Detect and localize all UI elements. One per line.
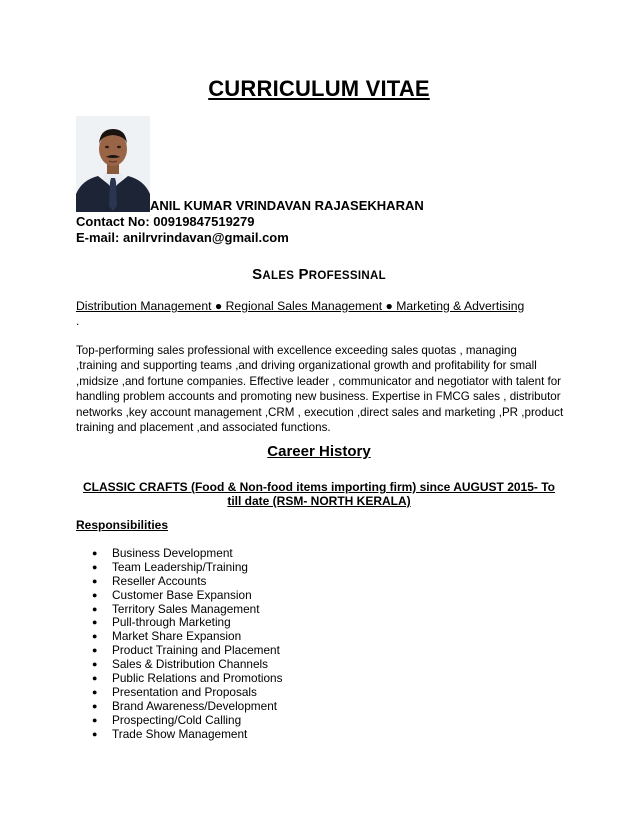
list-item	[92, 603, 283, 617]
bullet-dot-icon: ●	[92, 659, 98, 670]
list-item-label: Prospecting/Cold Calling	[112, 712, 242, 727]
bullet-dot-icon: ●	[92, 589, 98, 600]
list-item-label: Business Development	[112, 546, 233, 560]
list-item	[92, 547, 283, 561]
list-item	[92, 630, 283, 644]
list-item-label: Brand Awareness/Development	[112, 698, 278, 713]
page-title: CURRICULUM VITAE	[208, 76, 430, 101]
profile-photo	[76, 116, 150, 212]
title-s-rest: ALES	[262, 270, 295, 282]
list-item-label: Presentation and Proposals	[112, 684, 257, 699]
list-item-label: Customer Base Expansion	[112, 587, 252, 602]
bullet-dot-icon: ●	[92, 617, 98, 628]
list-item	[92, 672, 283, 686]
title-p-rest: ROFESSINAL	[308, 270, 386, 282]
list-item	[92, 561, 283, 575]
list-item	[92, 700, 283, 714]
list-item-label: Product Training and Placement	[112, 643, 280, 658]
list-item	[92, 658, 283, 672]
bullet-dot-icon: ●	[92, 548, 98, 558]
list-item-label: Sales & Distribution Channels	[112, 657, 269, 672]
email-address: E-mail: anilrvrindavan@gmail.com	[76, 230, 289, 245]
contact-number: Contact No: 00919847519279	[76, 214, 255, 229]
title-s-initial: S	[252, 266, 263, 283]
bullet-dot-icon: ●	[92, 673, 98, 684]
list-item-label: Public Relations and Promotions	[112, 671, 283, 686]
bullet-dot-icon: ●	[92, 631, 98, 642]
bullet-dot-icon: ●	[92, 603, 98, 614]
bullet-dot-icon: ●	[92, 575, 98, 586]
bullet-dot-icon: ●	[92, 645, 98, 656]
list-item	[92, 714, 283, 728]
list-item-label: Market Share Expansion	[112, 629, 242, 644]
list-item-label: Territory Sales Management	[112, 601, 260, 616]
professional-summary	[76, 343, 568, 435]
skills-line: Distribution Management ● Regional Sales Management ● Marketing & Advertising	[76, 299, 525, 313]
bullet-dot-icon: ●	[92, 561, 98, 572]
summary-line: ,training and supporting teams ,and driving organizational growth and profitability for small	[76, 359, 537, 373]
bullet-dot-icon: ●	[92, 728, 98, 739]
candidate-name: ANIL KUMAR VRINDAVAN RAJASEKHARAN	[150, 198, 424, 213]
career-history-heading: Career History	[267, 443, 371, 460]
summary-line: handling problem accounts and promoting new business. Expertise in FMCG sales , distributor	[76, 390, 561, 404]
responsibilities-heading: Responsibilities	[76, 518, 169, 532]
summary-line: networks ,key account management ,CRM , execution ,direct sales and marketing ,PR ,product	[76, 405, 564, 419]
list-item	[92, 728, 283, 742]
list-item-label: Trade Show Management	[112, 726, 248, 741]
company-line-2: till date (RSM- NORTH KERALA)	[227, 494, 411, 508]
list-item-label: Team Leadership/Training	[112, 559, 248, 574]
responsibilities-list	[92, 547, 283, 741]
summary-line: Top-performing sales professional with excellence exceeding sales quotas , managing	[76, 344, 517, 357]
bullet-dot-icon: ●	[92, 700, 98, 711]
list-item	[92, 589, 283, 603]
list-item	[92, 616, 283, 630]
bullet-dot-icon: ●	[92, 714, 98, 725]
list-item-label: Reseller Accounts	[112, 573, 207, 588]
skills-dot: .	[76, 314, 80, 328]
title-p-initial: P	[298, 266, 309, 283]
company-heading	[76, 480, 562, 508]
bullet-dot-icon: ●	[92, 686, 98, 697]
company-line-1: CLASSIC CRAFTS (Food & Non-food items importing firm) since AUGUST 2015- To	[82, 480, 555, 494]
summary-line: training and placement ,and associated functions.	[76, 421, 331, 435]
list-item	[92, 644, 283, 658]
summary-line: ,midsize ,and fortune companies. Effective leader , communicator and negotiator with talent for	[76, 374, 562, 388]
list-item	[92, 686, 283, 700]
list-item-label: Pull-through Marketing	[112, 615, 231, 630]
list-item	[92, 575, 283, 589]
professional-title	[0, 266, 638, 283]
